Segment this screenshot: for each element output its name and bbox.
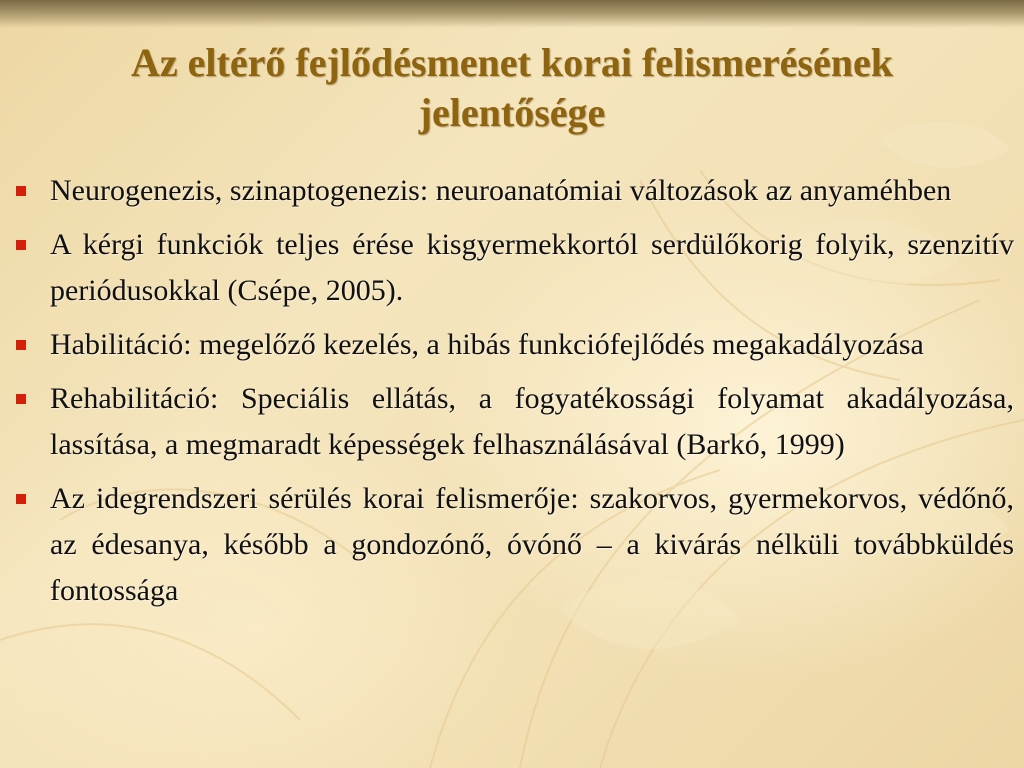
bullet-text: Habilitáció: megelőző kezelés, a hibás funkciófejlődés megakadályozása — [50, 328, 924, 361]
slide-title: Az eltérő fejlődésmenet korai felismerésének jelentősége — [131, 40, 893, 135]
bullet-item — [12, 322, 1014, 368]
bullet-list — [12, 168, 1014, 622]
red-square-bullet-icon — [16, 494, 26, 504]
bullet-item — [12, 222, 1014, 314]
bullet-item — [12, 376, 1014, 468]
bullet-item — [12, 168, 1014, 214]
red-square-bullet-icon — [16, 340, 26, 350]
bullet-item — [12, 476, 1014, 614]
bullet-text: Neurogenezis, szinaptogenezis: neuroanatómiai változások az anyaméhben — [50, 174, 952, 207]
red-square-bullet-icon — [16, 240, 26, 250]
bullet-text: Az idegrendszeri sérülés korai felismerője: szakorvos, gyermekorvos, védőnő, az édesanya, később a gondozónő, óvónő – a kivárás nélküli továbbküldés fontossága — [50, 482, 1014, 607]
red-square-bullet-icon — [16, 186, 26, 196]
bullet-text: A kérgi funkciók teljes érése kisgyermekkortól serdülőkorig folyik, szenzitív periódusokkal (Csépe, 2005). — [50, 228, 1014, 307]
red-square-bullet-icon — [16, 394, 26, 404]
bullet-text: Rehabilitáció: Speciális ellátás, a fogyatékossági folyamat akadályozása, lassítása, a megmaradt képességek felhasználásával (Barkó, 1999) — [50, 382, 1014, 461]
